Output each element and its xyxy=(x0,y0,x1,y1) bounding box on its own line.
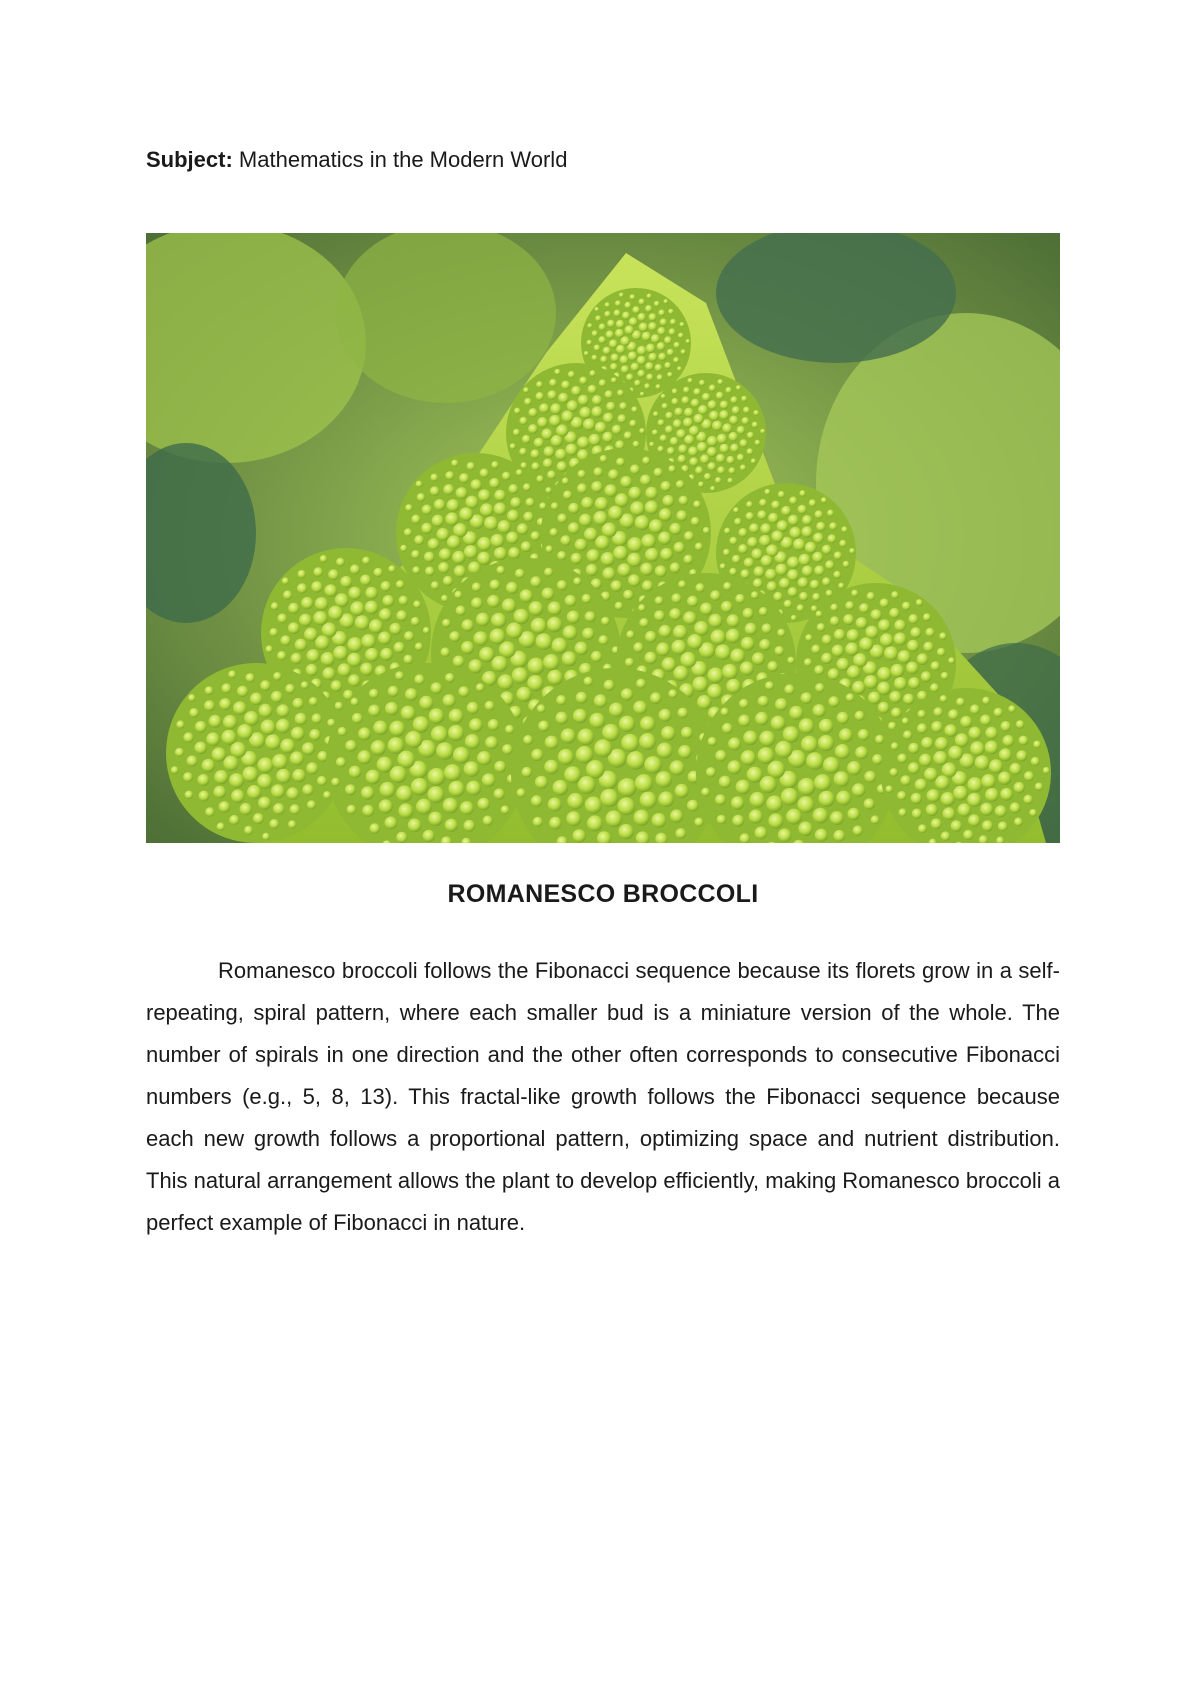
subject-label: Subject: xyxy=(146,147,233,172)
subject-line xyxy=(146,146,567,174)
body-paragraph: Romanesco broccoli follows the Fibonacci sequence because its florets grow in a self-repeating, spiral pattern, where each smaller bud is a miniature version of the whole. The number of spirals in one direction and the other often corresponds to consecutive Fibonacci numbers (e.g., 5, 8, 13). This fractal-like growth follows the Fibonacci sequence because each new growth follows a proportional pattern, optimizing space and nutrient distribution. This natural arrangement allows the plant to develop efficiently, making Romanesco broccoli a perfect example of Fibonacci in nature. xyxy=(146,958,1060,1235)
document-title: ROMANESCO BROCCOLI xyxy=(447,880,759,908)
broccoli-image xyxy=(146,233,1060,843)
subject-value: Mathematics in the Modern World xyxy=(238,147,568,172)
romanesco-broccoli-photo xyxy=(146,233,1060,843)
